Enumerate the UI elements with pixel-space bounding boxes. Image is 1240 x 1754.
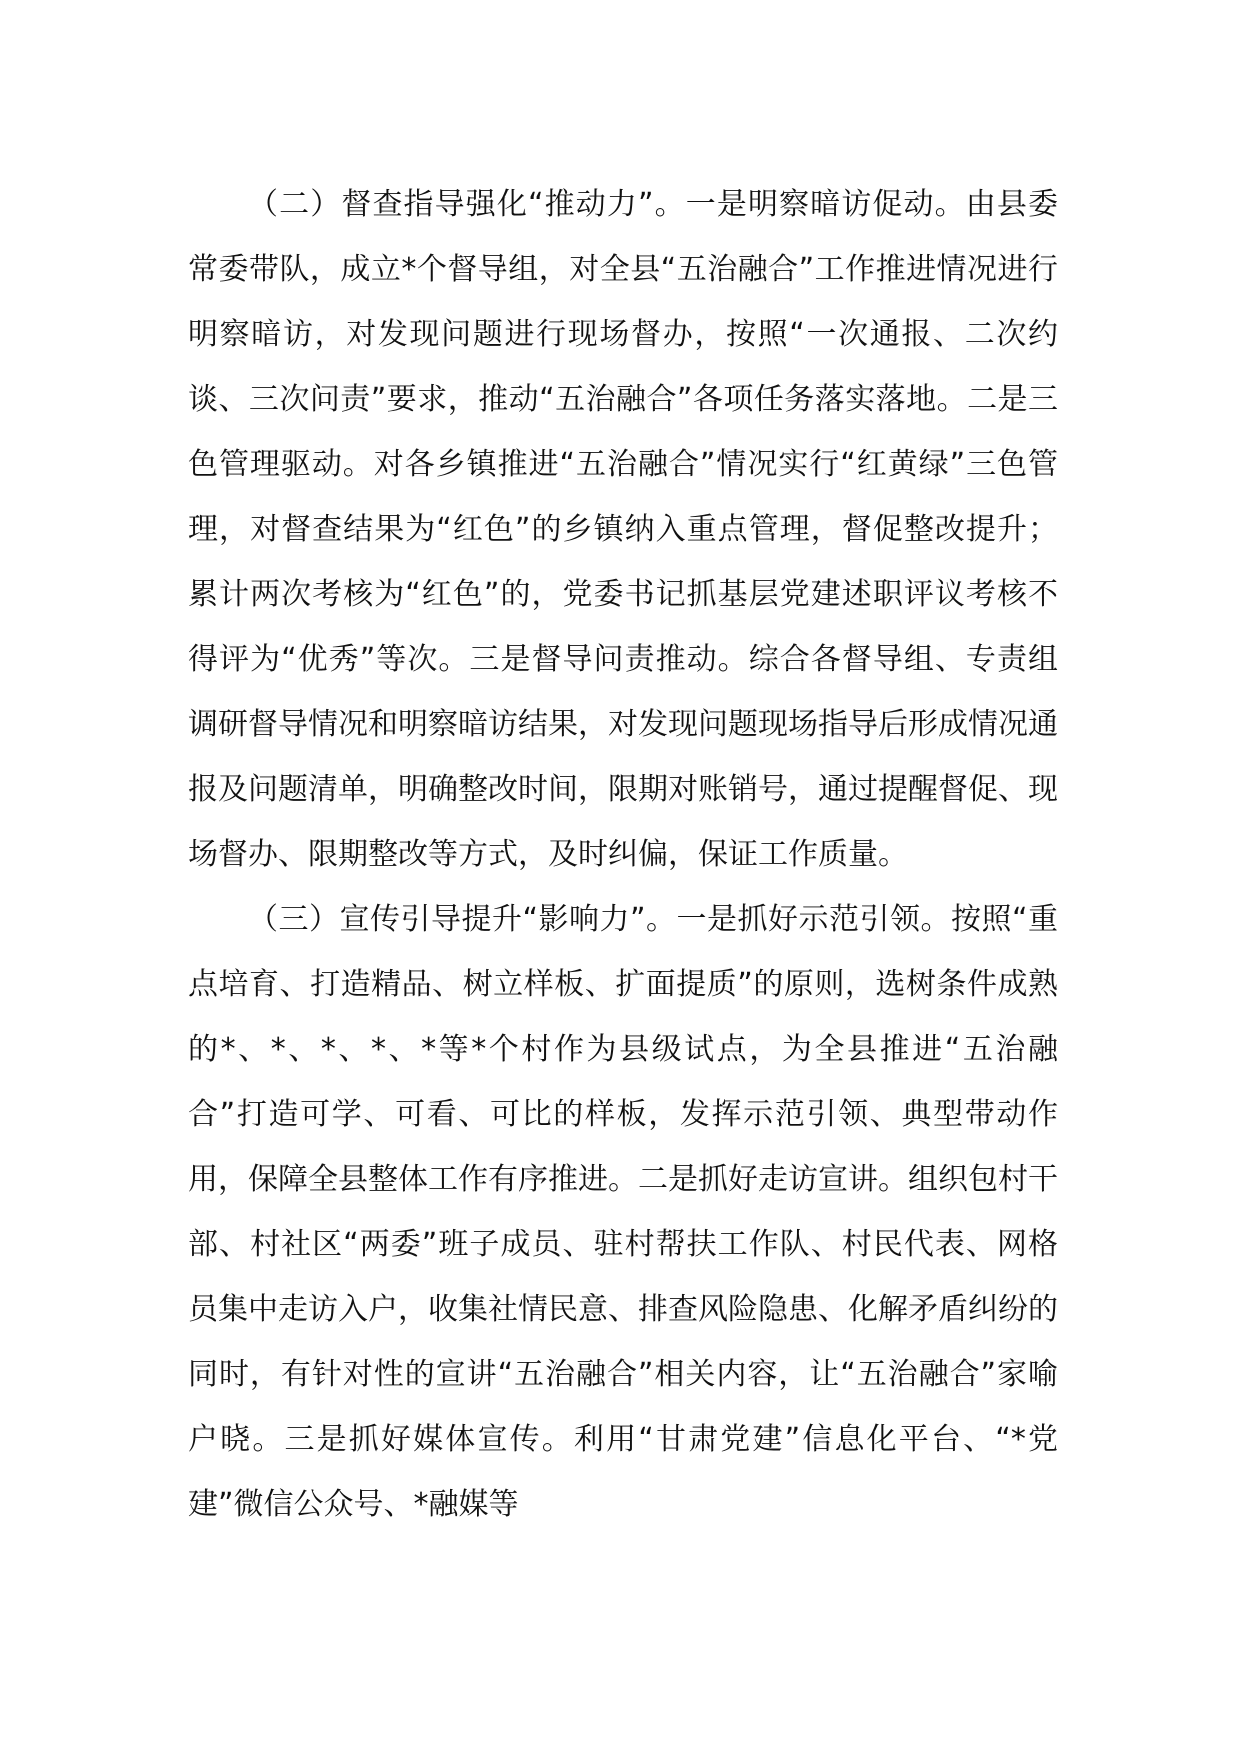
document-body [188,172,1058,1537]
paragraph-publicity: （三）宣传引导提升“影响力”。一是抓好示范引领。按照“重点培育、打造精品、树立样板、扩面提质”的原则，选树条件成熟的*、*、*、*、*等*个村作为县级试点，为全县推进“五治融合”打造可学、可看、可比的样板，发挥示范引领、典型带动作用，保障全县整体工作有序推进。二是抓好走访宣讲。组织包村干部、村社区“两委”班子成员、驻村帮扶工作队、村民代表、网格员集中走访入户，收集社情民意、排查风险隐患、化解矛盾纠纷的同时，有针对性的宣讲“五治融合”相关内容，让“五治融合”家喻户晓。三是抓好媒体宣传。利用“甘肃党建”信息化平台、“*党建”微信公众号、*融媒等 [188,902,1058,1522]
paragraph-supervision: （二）督查指导强化“推动力”。一是明察暗访促动。由县委常委带队，成立*个督导组，对全县“五治融合”工作推进情况进行明察暗访，对发现问题进行现场督办，按照“一次通报、二次约谈、三次问责”要求，推动“五治融合”各项任务落实落地。二是三色管理驱动。对各乡镇推进“五治融合”情况实行“红黄绿”三色管理，对督查结果为“红色”的乡镇纳入重点管理，督促整改提升；累计两次考核为“红色”的，党委书记抓基层党建述职评议考核不得评为“优秀”等次。三是督导问责推动。综合各督导组、专责组调研督导情况和明察暗访结果，对发现问题现场指导后形成情况通报及问题清单，明确整改时间，限期对账销号，通过提醒督促、现场督办、限期整改等方式，及时纠偏，保证工作质量。 [188,187,1058,872]
